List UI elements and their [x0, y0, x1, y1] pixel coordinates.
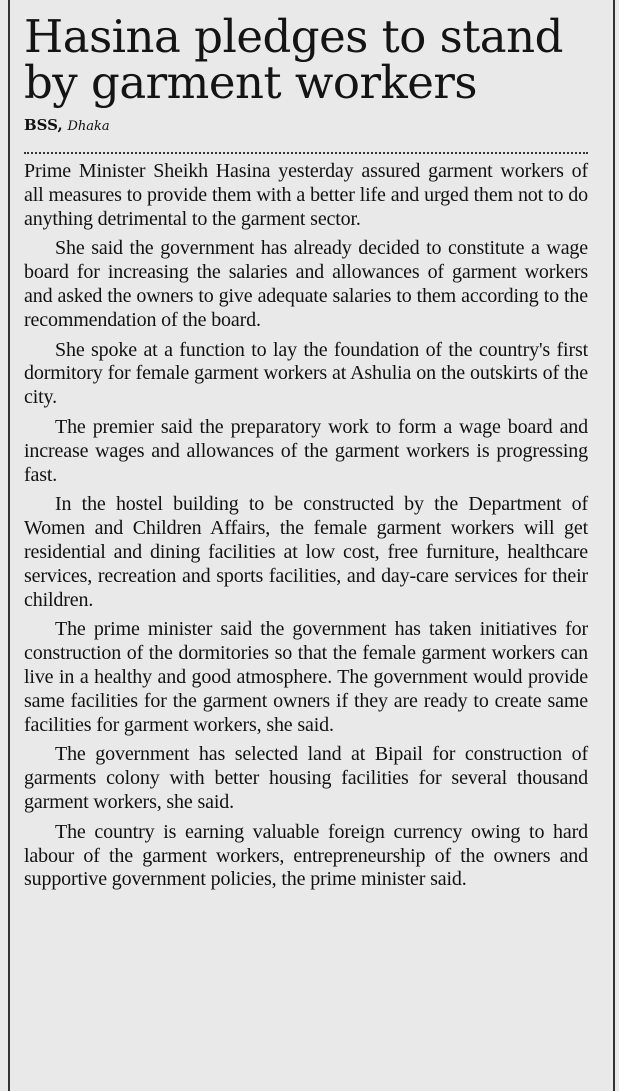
column-rule-right	[613, 0, 615, 1091]
paragraph: The government has selected land at Bipail for construction of garments colony with better housing facilities for several thousand garment workers, she said.	[24, 743, 588, 813]
dotted-divider	[24, 152, 588, 154]
paragraph: In the hostel building to be constructed by the Department of Women and Children Affairs, the female garment workers will get residential and dining facilities at low cost, free furniture, healthcare services, recreation and sports facilities, and day-care services for their children.	[24, 493, 588, 611]
article-body	[24, 160, 588, 892]
paragraph: The prime minister said the government has taken initiatives for construction of the dormitories so that the female garment workers can live in a healthy and good atmosphere. The government would provide same facilities for the garment owners if they are ready to create same facilities for garment workers, she said.	[24, 618, 588, 736]
byline-agency: BSS,	[24, 116, 63, 134]
paragraph: Prime Minister Sheikh Hasina yesterday assured garment workers of all measures to provide them with a better life and urged them not to do anything detrimental to the garment sector.	[24, 160, 588, 230]
paragraph: The country is earning valuable foreign currency owing to hard labour of the garment workers, entrepreneurship of the owners and supportive government policies, the prime minister said.	[24, 820, 588, 891]
byline-place: Dhaka	[67, 119, 110, 134]
paragraph: She said the government has already decided to constitute a wage board for increasing the salaries and allowances of garment workers and asked the owners to give adequate salaries to them according to the recommendation of the board.	[24, 237, 588, 331]
paragraph: The premier said the preparatory work to form a wage board and increase wages and allowances of the garment workers is progressing fast.	[24, 415, 588, 486]
news-article	[24, 10, 588, 898]
headline: Hasina pledges to stand by garment workers	[24, 10, 563, 109]
paragraph: She spoke at a function to lay the foundation of the country's first dormitory for female garment workers at Ashulia on the outskirts of the city.	[24, 338, 588, 409]
byline	[24, 116, 588, 136]
column-rule-left	[8, 0, 10, 1091]
